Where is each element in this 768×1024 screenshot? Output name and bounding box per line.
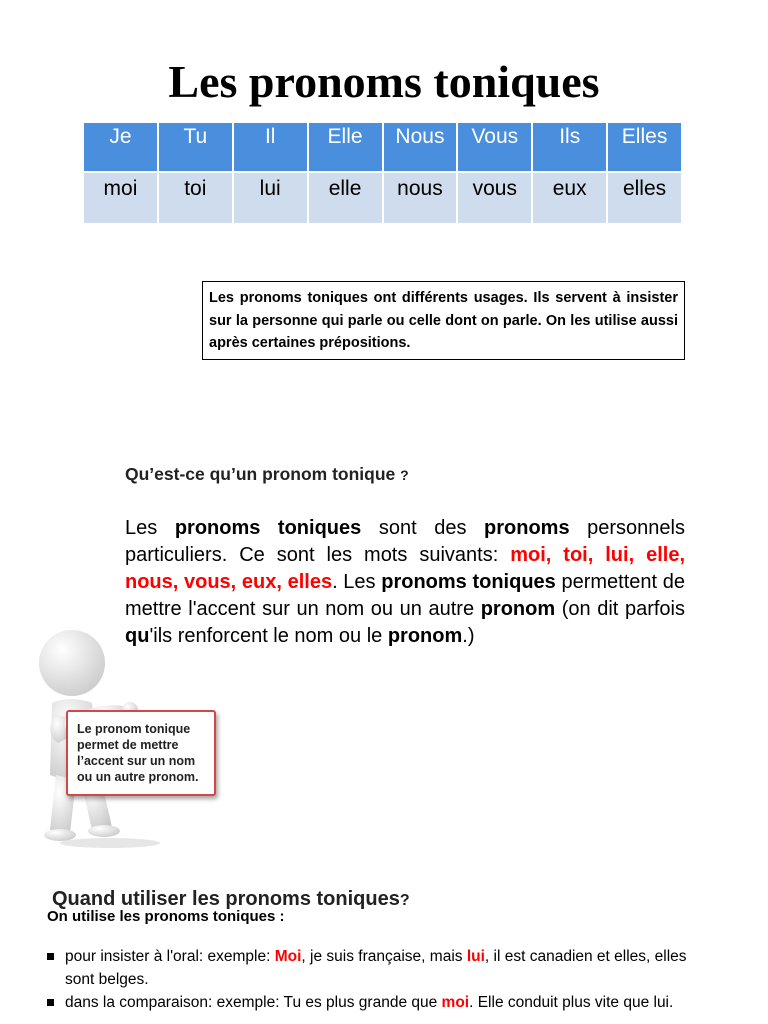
question-heading [125,464,409,485]
use-text: dans la comparaison: exemple: Tu es plus grande que [65,994,442,1011]
tonic-pronoun-cell: elles [607,172,682,224]
use-text: . Elle conduit plus vite que lui. [469,994,674,1011]
subject-pronoun-cell: Nous [383,122,458,172]
list-item [47,991,707,1014]
definition-bold: pronom [480,598,556,620]
definition-text: . Les [332,571,382,593]
pronoun-table [82,121,683,225]
definition-bold: pronom [387,625,463,647]
uses-intro: On utilise les pronoms toniques : [47,908,285,925]
subject-pronoun-cell: Tu [158,122,233,172]
example-highlight: moi [441,994,470,1011]
tonic-pronoun-cell: elle [308,172,383,224]
uses-list [47,945,707,1014]
definition-text: Les [125,517,175,539]
subject-pronoun-cell: Il [233,122,308,172]
definition-text: permettent de mettre l'accent sur un nom ou un autre [125,571,685,620]
use-text: , il est canadien et elles, elles sont belges. [65,948,687,988]
definition-text: .) [462,625,475,647]
question-mark: ? [400,467,409,483]
usage-note-box: Les pronoms toniques ont différents usages. Ils servent à insister sur la personne qui parle ou celle dont on parle. On les utilise aussi après certaines prépositions. [202,281,685,360]
subject-pronoun-cell: Je [83,122,158,172]
tonic-pronoun-cell: lui [233,172,308,224]
tonic-pronoun-cell: nous [383,172,458,224]
subject-pronoun-cell: Vous [457,122,532,172]
subject-pronoun-cell: Elles [607,122,682,172]
subject-pronoun-row [83,122,682,172]
definition-bold: qu [125,625,150,647]
sign-note: Le pronom tonique permet de mettre l’accent sur un nom ou un autre pronom. [66,710,216,796]
definition-text: (on dit parfois [555,598,685,620]
definition-text: sont des [361,517,485,539]
square-bullet-icon [47,953,54,960]
use-text: , je suis française, mais [301,948,467,965]
definition-bold: pronoms toniques [381,571,556,593]
question-heading-text: Qu’est-ce qu’un pronom tonique [125,464,396,484]
use-text: pour insister à l'oral: exemple: [65,948,275,965]
subject-pronoun-cell: Ils [532,122,607,172]
definition-bold: pronoms [484,517,570,539]
tonic-pronoun-list: moi, toi, lui, elle, nous, vous, eux, elles [125,544,686,593]
square-bullet-icon [47,999,54,1006]
page-title: Les pronoms toniques [168,56,600,107]
tonic-pronoun-row [83,172,682,224]
example-highlight: lui [466,948,485,965]
example-highlight: Moi [274,948,302,965]
when-heading-text: Quand utiliser les pronoms toniques [52,888,400,910]
definition-bold: pronoms toniques [174,517,362,539]
tonic-pronoun-cell: vous [457,172,532,224]
list-item [47,945,707,991]
tonic-pronoun-cell: eux [532,172,607,224]
subject-pronoun-cell: Elle [308,122,383,172]
tonic-pronoun-cell: toi [158,172,233,224]
definition-text: 'ils renforcent le nom ou le [149,625,388,647]
tonic-pronoun-cell: moi [83,172,158,224]
definition-text: personnels particuliers. Ce sont les mots suivants: [125,517,685,566]
when-heading-mark: ? [399,892,410,909]
